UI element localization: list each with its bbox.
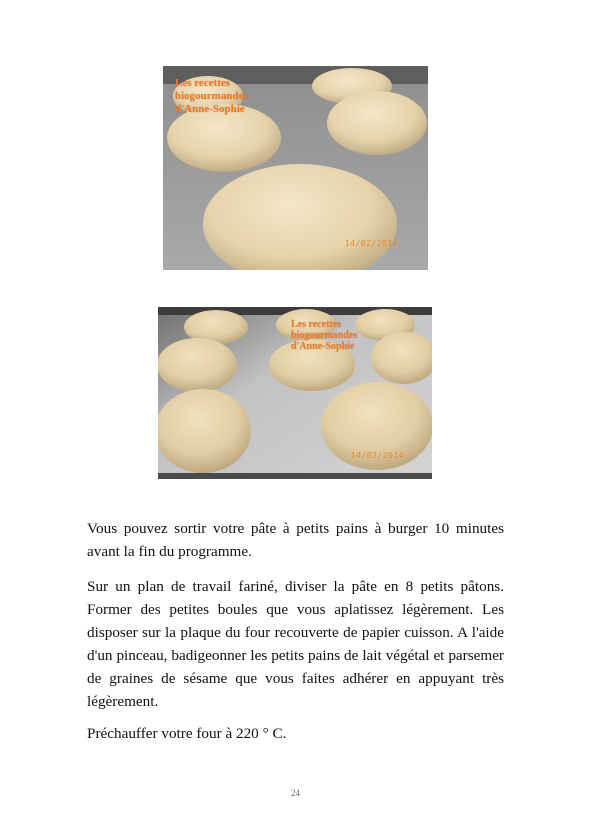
photo-date-stamp: 14/02/2014 (350, 451, 404, 460)
page-number: 24 (291, 788, 300, 798)
photo-dough-balls-closeup (163, 66, 428, 270)
photo-watermark: Les recettes biogourmandes d'Anne-Sophie (175, 77, 248, 115)
photo-sesame-buns-on-tray (158, 307, 432, 479)
instruction-paragraph: Vous pouvez sortir votre pâte à petits pains à burger 10 minutes avant la fin du programme. (87, 520, 504, 560)
photo-date-stamp: 14/02/2014 (344, 239, 398, 248)
photo-watermark: Les recettes biogourmandes d'Anne-Sophie (291, 319, 358, 352)
instruction-paragraph: Sur un plan de travail fariné, diviser la pâte en 8 petits pâtons. Former des petites boules que vous aplatissez légèrement. Les disposer sur la plaque du four recouverte de papier cuisson. A l'aide d'un pinceau, badigeonner les petits pains de lait végétal et parsemer de graines de sésame que vous faites adhérer en appuyant très légèrement. (87, 578, 504, 710)
instruction-paragraph: Préchauffer votre four à 220 ° C. (87, 725, 287, 742)
